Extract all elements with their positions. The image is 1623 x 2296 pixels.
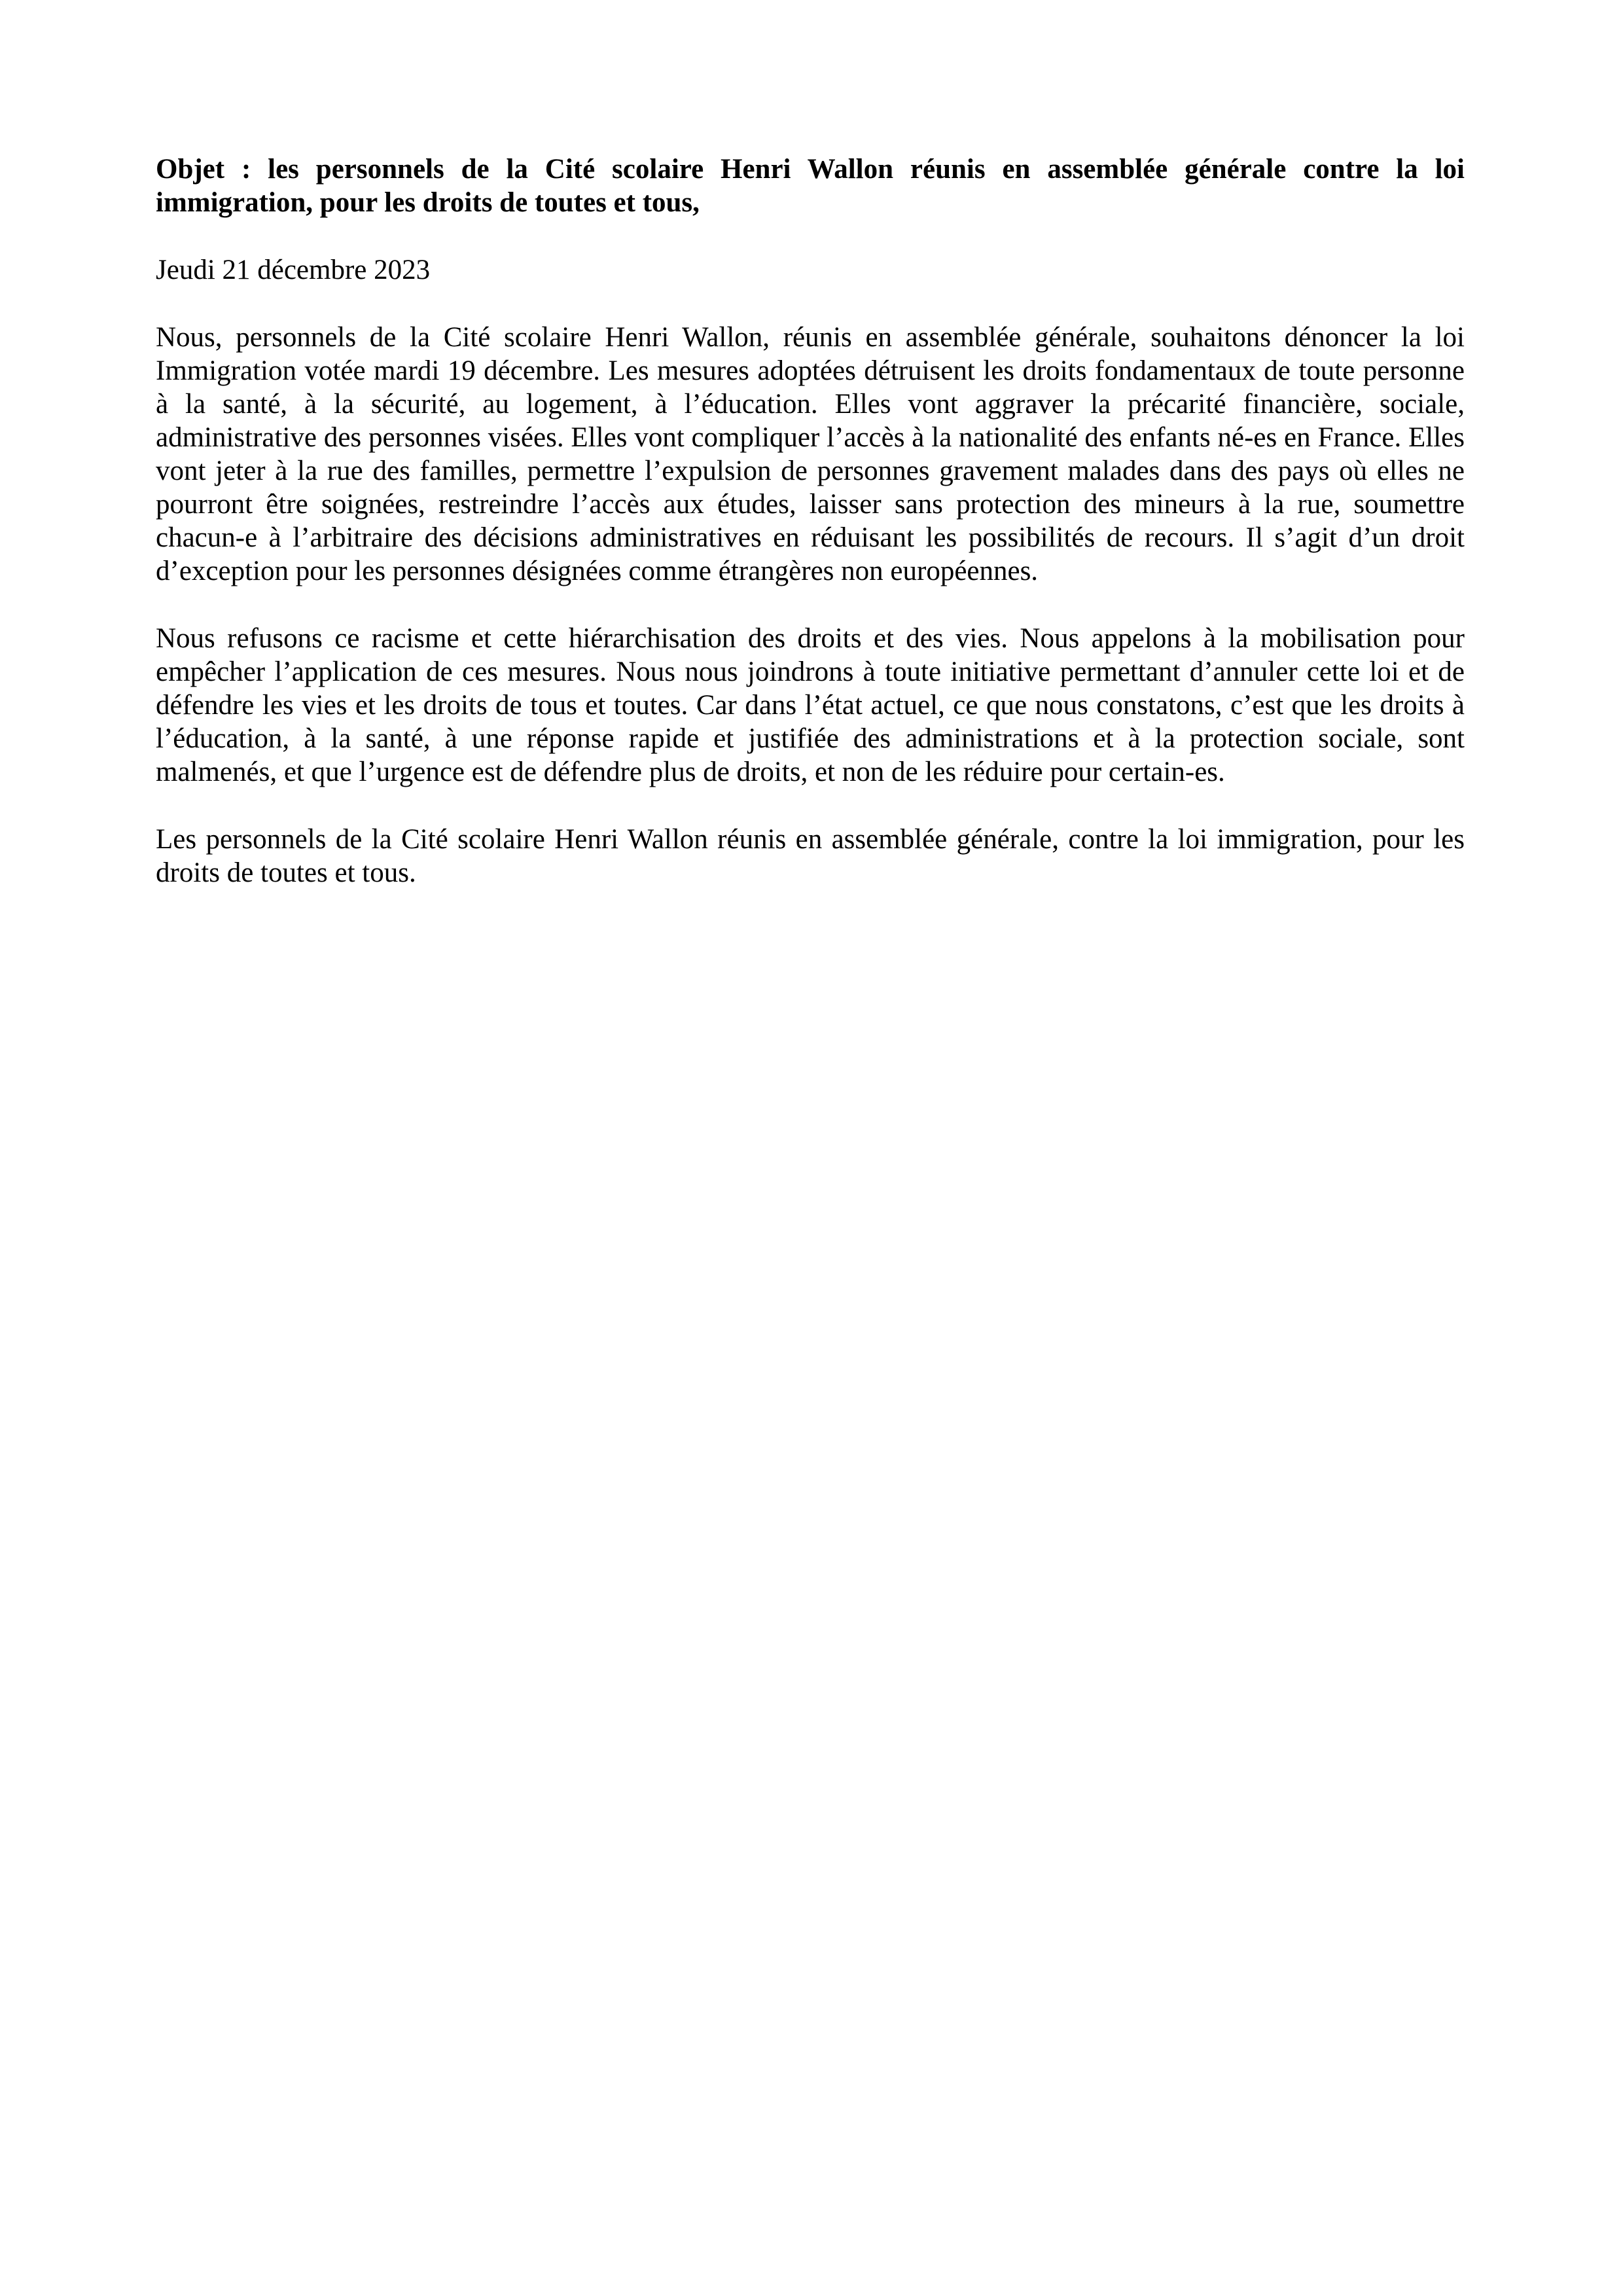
letter-date: Jeudi 21 décembre 2023 xyxy=(156,255,431,285)
letter-subject: Objet : les personnels de la Cité scolaire Henri Wallon réunis en assemblée générale contre la loi immigration, pour les droits de toutes et tous, xyxy=(156,154,1465,218)
paragraph-signature: Les personnels de la Cité scolaire Henri Wallon réunis en assemblée générale, contre la loi immigration, pour les droits de toutes et tous. xyxy=(156,824,1465,888)
paragraph-mobilisation: Nous refusons ce racisme et cette hiérarchisation des droits et des vies. Nous appelons à la mobilisation pour empêcher l’application de ces mesures. Nous nous joindrons à toute initiative permettant d’annuler cette loi et de défendre les vies et les droits de tous et toutes. Car dans l’état actuel, ce que nous constatons, c’est que les droits à l’éducation, à la santé, à une réponse rapide et justifiée des administrations et à la protection sociale, sont malmenés, et que l’urgence est de défendre plus de droits, et non de les réduire pour certain-es. xyxy=(156,623,1465,787)
letter-body xyxy=(156,152,1465,889)
paragraph-denunciation: Nous, personnels de la Cité scolaire Henri Wallon, réunis en assemblée générale, souhaitons dénoncer la loi Immigration votée mardi 19 décembre. Les mesures adoptées détruisent les droits fondamentaux de toute personne à la santé, à la sécurité, au logement, à l’éducation. Elles vont aggraver la précarité financière, sociale, administrative des personnes visées. Elles vont compliquer l’accès à la nationalité des enfants né-es en France. Elles vont jeter à la rue des familles, permettre l’expulsion de personnes gravement malades dans des pays où elles ne pourront être soignées, restreindre l’accès aux études, laisser sans protection des mineurs à la rue, soumettre chacun-e à l’arbitraire des décisions administratives en réduisant les possibilités de recours. Il s’agit d’un droit d’exception pour les personnes désignées comme étrangères non européennes. xyxy=(156,322,1465,586)
